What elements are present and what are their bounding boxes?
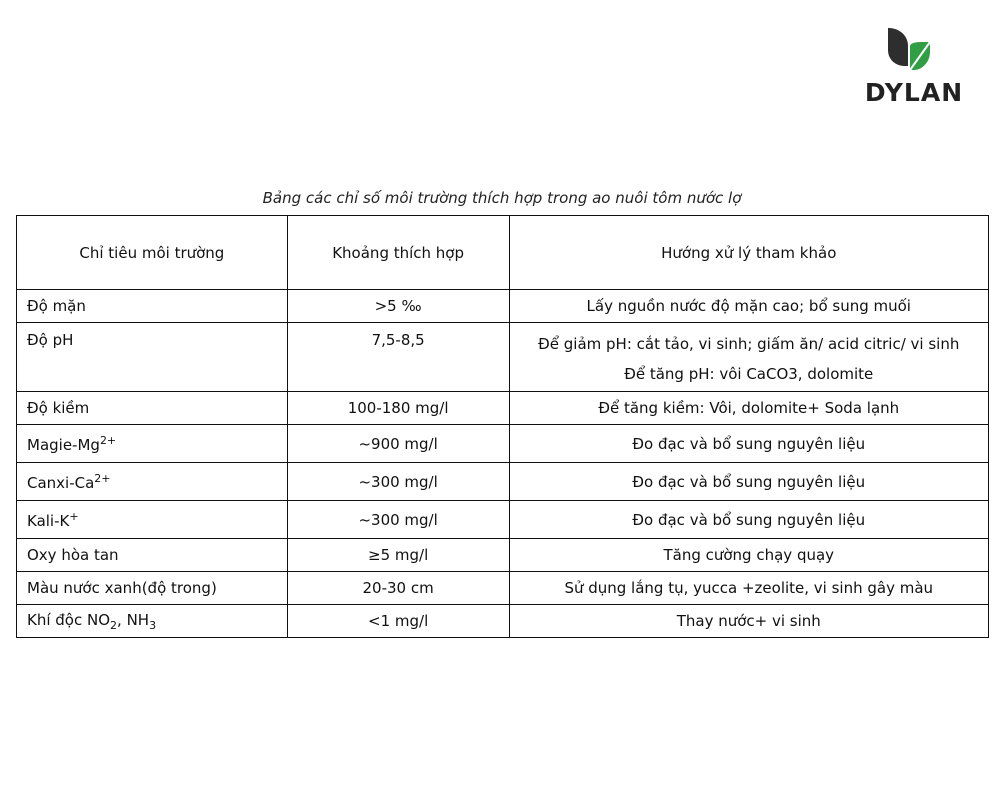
row-treatment: Lấy nguồn nước độ mặn cao; bổ sung muối bbox=[509, 290, 988, 323]
indicator-text: Khí độc NO bbox=[27, 610, 111, 629]
row-range: ~900 mg/l bbox=[287, 425, 509, 463]
row-indicator: Oxy hòa tan bbox=[17, 539, 288, 572]
treatment-line: Để tăng pH: vôi CaCO3, dolomite bbox=[624, 365, 874, 383]
treatment-line: Để giảm pH: cắt tảo, vi sinh; giấm ăn/ acid citric/ vi sinh bbox=[538, 335, 960, 353]
row-range: 20-30 cm bbox=[287, 572, 509, 605]
row-range: ≥5 mg/l bbox=[287, 539, 509, 572]
row-indicator bbox=[17, 605, 288, 638]
table-row bbox=[17, 392, 989, 425]
row-indicator bbox=[17, 425, 288, 463]
row-indicator: Độ mặn bbox=[17, 290, 288, 323]
table-row bbox=[17, 463, 989, 501]
header-range: Khoảng thích hợp bbox=[287, 216, 509, 290]
row-treatment: Tăng cường chạy quạy bbox=[509, 539, 988, 572]
header-indicator: Chỉ tiêu môi trường bbox=[17, 216, 288, 290]
table-row bbox=[17, 501, 989, 539]
row-indicator bbox=[17, 501, 288, 539]
row-range: <1 mg/l bbox=[287, 605, 509, 638]
row-range: 7,5-8,5 bbox=[287, 323, 509, 392]
row-treatment: Đo đạc và bổ sung nguyên liệu bbox=[509, 425, 988, 463]
table-row bbox=[17, 323, 989, 392]
dylan-logo bbox=[858, 26, 970, 106]
row-range: 100-180 mg/l bbox=[287, 392, 509, 425]
indicator-charge: + bbox=[69, 509, 79, 523]
row-range: >5 ‰ bbox=[287, 290, 509, 323]
row-treatment: Để tăng kiềm: Vôi, dolomite+ Soda lạnh bbox=[509, 392, 988, 425]
row-indicator bbox=[17, 463, 288, 501]
row-treatment: Sử dụng lắng tụ, yucca +zeolite, vi sinh gây màu bbox=[509, 572, 988, 605]
row-treatment bbox=[509, 323, 988, 392]
leaf-logo-icon bbox=[886, 26, 942, 76]
table-row bbox=[17, 539, 989, 572]
row-range: ~300 mg/l bbox=[287, 463, 509, 501]
table-caption: Bảng các chỉ số môi trường thích hợp trong ao nuôi tôm nước lợ bbox=[262, 189, 742, 207]
logo-text: DYLAN bbox=[864, 78, 964, 107]
indicator-charge: 2+ bbox=[99, 433, 117, 447]
header-treatment: Hướng xử lý tham khảo bbox=[509, 216, 988, 290]
indicator-text: Canxi-Ca bbox=[27, 473, 95, 492]
indicator-charge: 2+ bbox=[94, 471, 111, 485]
row-treatment: Thay nước+ vi sinh bbox=[509, 605, 988, 638]
row-indicator: Độ kiềm bbox=[17, 392, 288, 425]
indicator-subscript: 3 bbox=[149, 618, 157, 632]
table-row bbox=[17, 290, 989, 323]
table-header-row bbox=[17, 216, 989, 290]
row-indicator: Độ pH bbox=[17, 323, 288, 392]
row-indicator: Màu nước xanh(độ trong) bbox=[17, 572, 288, 605]
indicator-text: , NH bbox=[117, 610, 150, 629]
indicator-text: Kali-K bbox=[27, 511, 70, 530]
environment-table bbox=[16, 215, 989, 638]
row-treatment: Đo đạc và bổ sung nguyên liệu bbox=[509, 501, 988, 539]
indicator-subscript: 2 bbox=[110, 618, 118, 632]
row-range: ~300 mg/l bbox=[287, 501, 509, 539]
table-row bbox=[17, 425, 989, 463]
table-row bbox=[17, 572, 989, 605]
row-treatment: Đo đạc và bổ sung nguyên liệu bbox=[509, 463, 988, 501]
table-row bbox=[17, 605, 989, 638]
indicator-text: Magie-Mg bbox=[27, 435, 100, 454]
